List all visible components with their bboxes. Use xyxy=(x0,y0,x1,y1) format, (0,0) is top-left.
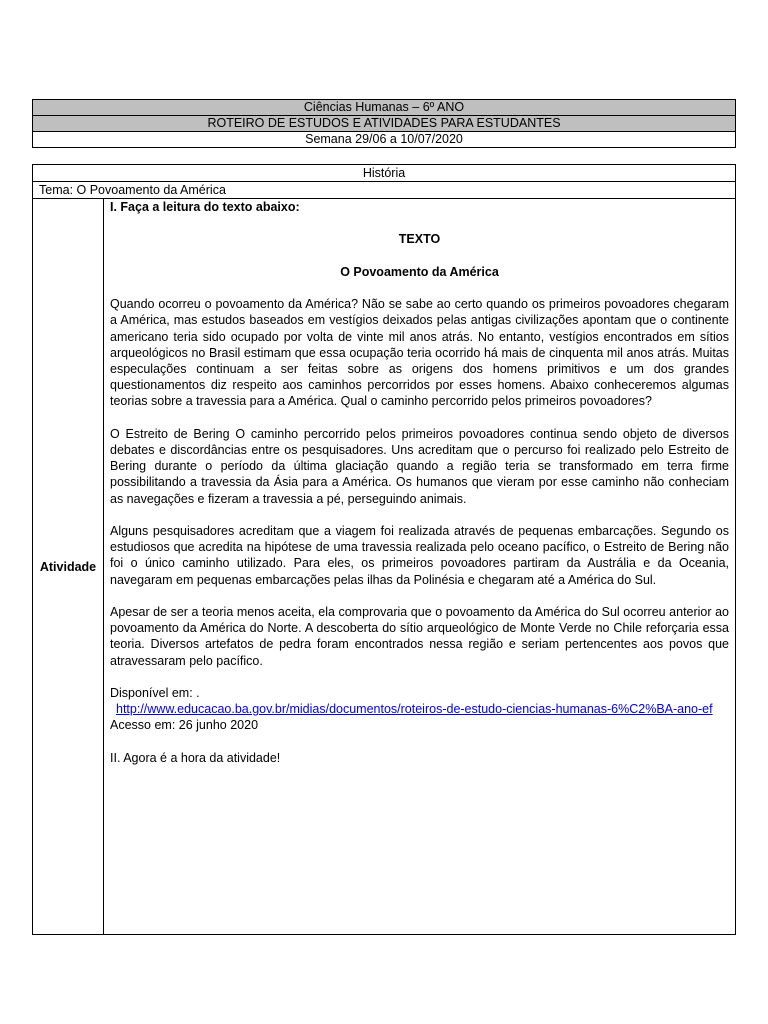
activity-label: Atividade xyxy=(33,199,104,935)
paragraph-3: Alguns pesquisadores acreditam que a viagem foi realizada através de pequenas embarcações. Segundo os estudiosos que acredita na hipótese de uma travessia realizada pelo oceano pacífico, o Estreito de Bering não foi o único caminho utilizado. Para eles, os primeiros povoadores partiram da Austrália e da Oceania, navegaram em pequenas embarcações pelas ilhas da Polinésia e chegaram até a América do Sul. xyxy=(110,523,729,587)
access-date: Acesso em: 26 junho 2020 xyxy=(110,718,259,733)
header-table xyxy=(32,99,736,148)
source-link[interactable]: http://www.educacao.ba.gov.br/midias/documentos/roteiros-de-estudo-ciencias-humanas-6%C2%BA-ano-ef xyxy=(116,702,713,717)
main-table xyxy=(32,164,736,935)
instruction-2: II. Agora é a hora da atividade! xyxy=(110,750,281,765)
text-label: TEXTO xyxy=(398,232,441,247)
paragraph-4: Apesar de ser a teoria menos aceita, ela comprovaria que o povoamento da América do Sul ocorreu anterior ao povoamento da América do Norte. A descoberta do sítio arqueológico de Monte Verde no Chile reforçaria essa teoria. Diversos artefatos de pedra foram encontrados nessa região e seriam pertencentes aos povos que atravessaram pelo pacífico. xyxy=(110,604,729,668)
theme-cell: Tema: O Povoamento da América xyxy=(33,182,736,199)
activity-content xyxy=(104,199,736,935)
discipline-cell: História xyxy=(33,165,736,182)
subject-cell: Ciências Humanas – 6º ANO xyxy=(33,100,736,116)
paragraph-2: O Estreito de Bering O caminho percorrido pelos primeiros povoadores continua sendo objeto de diversos debates e discordâncias entre os pesquisadores. Uns acreditam que o percurso foi realizado pelo Estreito de Bering durante o período da última glaciação quando a região teria se transformado em terra firme possibilitando a travessia da Ásia para a América. Os humanos que vieram por esse caminho não conheciam as navegações e fizeram a travessia a pé, perseguindo animais. xyxy=(110,426,729,506)
text-title: O Povoamento da América xyxy=(340,264,499,279)
title-cell: ROTEIRO DE ESTUDOS E ATIVIDADES PARA ESTUDANTES xyxy=(33,116,736,132)
instruction-1: I. Faça a leitura do texto abaixo: xyxy=(110,200,300,214)
source-link-line xyxy=(110,701,729,717)
available-label: Disponível em: . xyxy=(110,685,200,700)
paragraph-1: Quando ocorreu o povoamento da América? Não se sabe ao certo quando os primeiros povoadores chegaram a América, mas estudos baseados em vestígios deixados pelas antigas civilizações apontam que o continente americano teria sido ocupado por volta de vinte mil anos atrás. No entanto, vestígios encontrados em sítios arqueológicos no Brasil estimam que essa ocupação teria ocorrido há mais de cinquenta mil anos atrás. Muitas especulações continuam a ser feitas sobre as origens dos homens primitivos e um dos grandes questionamentos diz respeito aos caminhos percorridos por esses homens. Abaixo conheceremos algumas teorias sobre a travessia para a América. Qual o caminho percorrido pelos primeiros povoadores? xyxy=(110,297,729,409)
week-cell: Semana 29/06 a 10/07/2020 xyxy=(33,132,736,148)
